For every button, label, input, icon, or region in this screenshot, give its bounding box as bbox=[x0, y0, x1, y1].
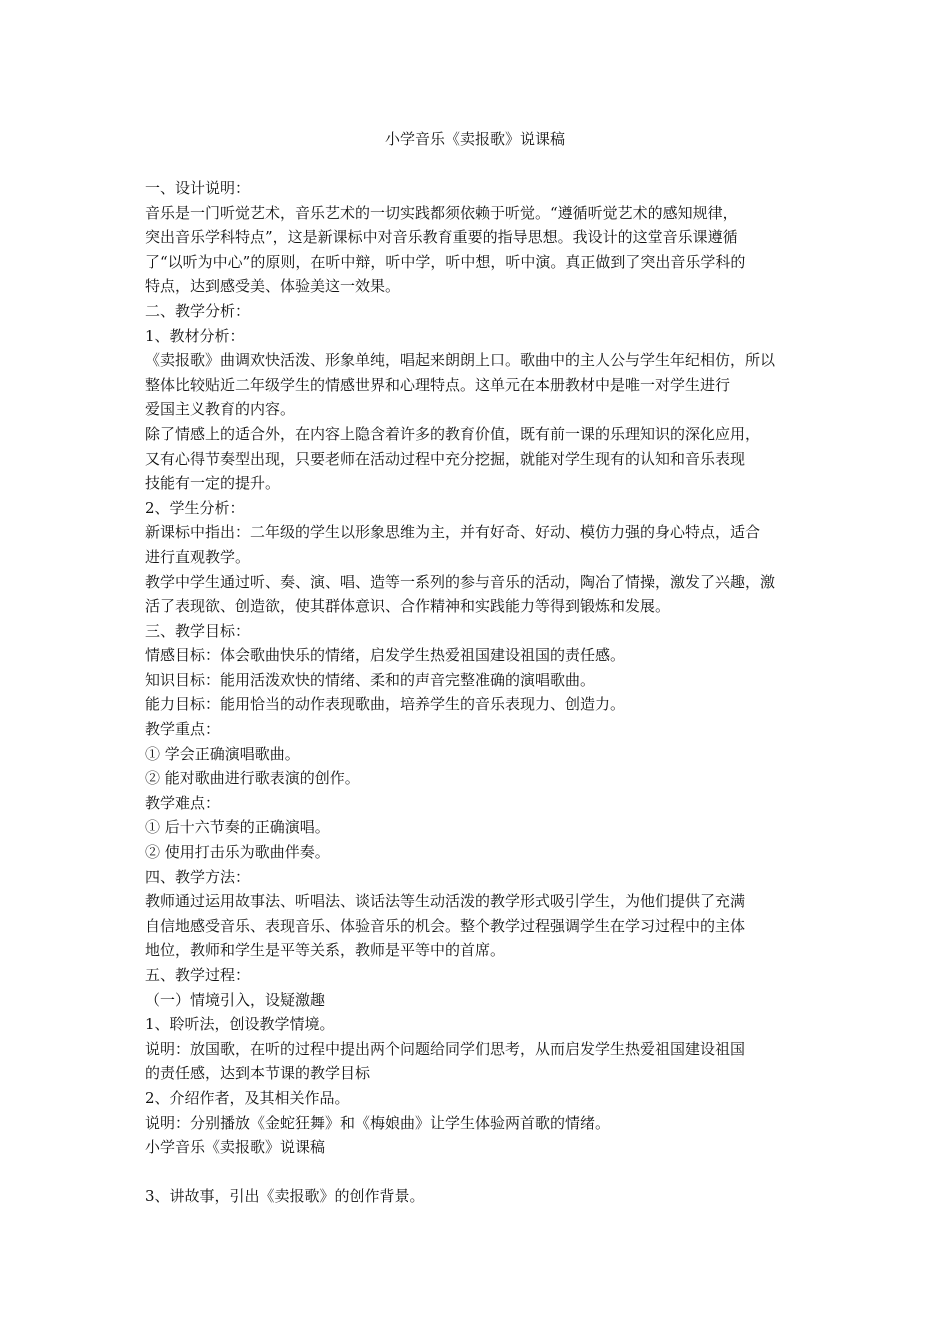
text-line: 四、教学方法： bbox=[145, 867, 251, 886]
text-line: 技能有一定的提升。 bbox=[145, 474, 281, 493]
text-line: 教学重点： bbox=[145, 720, 221, 739]
text-line: 五、教学过程： bbox=[145, 966, 251, 984]
text-line: 《卖报歌》曲调欢快活泼、形象单纯，唱起来朗朗上口。歌曲中的主人公与学生年纪相仿，所以 bbox=[145, 351, 776, 370]
text-line: 整体比较贴近二年级学生的情感世界和心理特点。这单元在本册教材中是唯一对学生进行 bbox=[145, 375, 731, 394]
text-line: 3、讲故事，引出《卖报歌》的创作背景。 bbox=[145, 1187, 425, 1206]
text-line: 教学中学生通过听、奏、演、唱、造等一系列的参与音乐的活动，陶冶了情操，激发了兴趣，激 bbox=[145, 572, 776, 591]
text-line: 爱国主义教育的内容。 bbox=[145, 400, 296, 419]
document-body bbox=[145, 176, 817, 1209]
document-title: 小学音乐《卖报歌》说课稿 bbox=[384, 130, 565, 148]
text-line: （一）情境引入，设疑激趣 bbox=[145, 990, 326, 1009]
text-line: 自信地感受音乐、表现音乐、体验音乐的机会。整个教学过程强调学生在学习过程中的主体 bbox=[145, 916, 746, 935]
text-line: 了“以听为中心”的原则，在听中辩，听中学，听中想，听中演。真正做到了突出音乐学科的 bbox=[145, 252, 746, 271]
text-line: 活了表现欲、创造欲，使其群体意识、合作精神和实践能力等得到锻炼和发展。 bbox=[145, 597, 671, 616]
text-line: 1、教材分析： bbox=[145, 326, 245, 345]
text-line: 二、教学分析： bbox=[145, 301, 251, 320]
text-line: 2、学生分析： bbox=[145, 498, 245, 517]
blank-line bbox=[145, 1160, 817, 1185]
text-line: 进行直观教学。 bbox=[145, 547, 251, 566]
text-line: 教学难点： bbox=[145, 793, 221, 812]
text-line: 说明：分别播放《金蛇狂舞》和《梅娘曲》让学生体验两首歌的情绪。 bbox=[145, 1113, 611, 1132]
text-line: 1、聆听法，创设教学情境。 bbox=[145, 1015, 335, 1034]
text-line: 教师通过运用故事法、听唱法、谈话法等生动活泼的教学形式吸引学生，为他们提供了充满 bbox=[145, 892, 746, 911]
text-line: 三、教学目标： bbox=[145, 621, 251, 640]
text-line: ① 后十六节奏的正确演唱。 bbox=[145, 818, 330, 837]
text-line: 的责任感，达到本节课的教学目标 bbox=[145, 1064, 371, 1083]
text-line: 小学音乐《卖报歌》说课稿 bbox=[145, 1138, 326, 1157]
text-line: 新课标中指出：二年级的学生以形象思维为主，并有好奇、好动、模仿力强的身心特点，适合 bbox=[145, 523, 761, 542]
text-line: 说明：放国歌，在听的过程中提出两个问题给同学们思考，从而启发学生热爱祖国建设祖国 bbox=[145, 1039, 746, 1058]
text-line: 音乐是一门听觉艺术，音乐艺术的一切实践都须依赖于听觉。“遵循听觉艺术的感知规律， bbox=[145, 203, 738, 222]
text-line: ② 使用打击乐为歌曲伴奏。 bbox=[145, 843, 330, 862]
text-line: 特点，达到感受美、体验美这一效果。 bbox=[145, 277, 401, 296]
text-line: 情感目标：体会歌曲快乐的情绪，启发学生热爱祖国建设祖国的责任感。 bbox=[145, 646, 626, 665]
text-line: 一、设计说明： bbox=[145, 179, 251, 197]
text-line: 又有心得节奏型出现，只要老师在活动过程中充分挖掘，就能对学生现有的认知和音乐表现 bbox=[145, 449, 746, 468]
text-line: ① 学会正确演唱歌曲。 bbox=[145, 744, 300, 763]
text-line: 地位，教师和学生是平等关系，教师是平等中的首席。 bbox=[145, 941, 506, 960]
text-line: 2、介绍作者，及其相关作品。 bbox=[145, 1088, 350, 1107]
text-line: 突出音乐学科特点”，这是新课标中对音乐教育重要的指导思想。我设计的这堂音乐课遵循 bbox=[145, 228, 738, 247]
text-line: 能力目标：能用恰当的动作表现歌曲，培养学生的音乐表现力、创造力。 bbox=[145, 695, 626, 714]
text-line: 知识目标：能用活泼欢快的情绪、柔和的声音完整准确的演唱歌曲。 bbox=[145, 670, 596, 689]
text-line: 除了情感上的适合外，在内容上隐含着许多的教育价值，既有前一课的乐理知识的深化应用， bbox=[145, 424, 761, 443]
text-line: ② 能对歌曲进行歌表演的创作。 bbox=[145, 769, 360, 788]
